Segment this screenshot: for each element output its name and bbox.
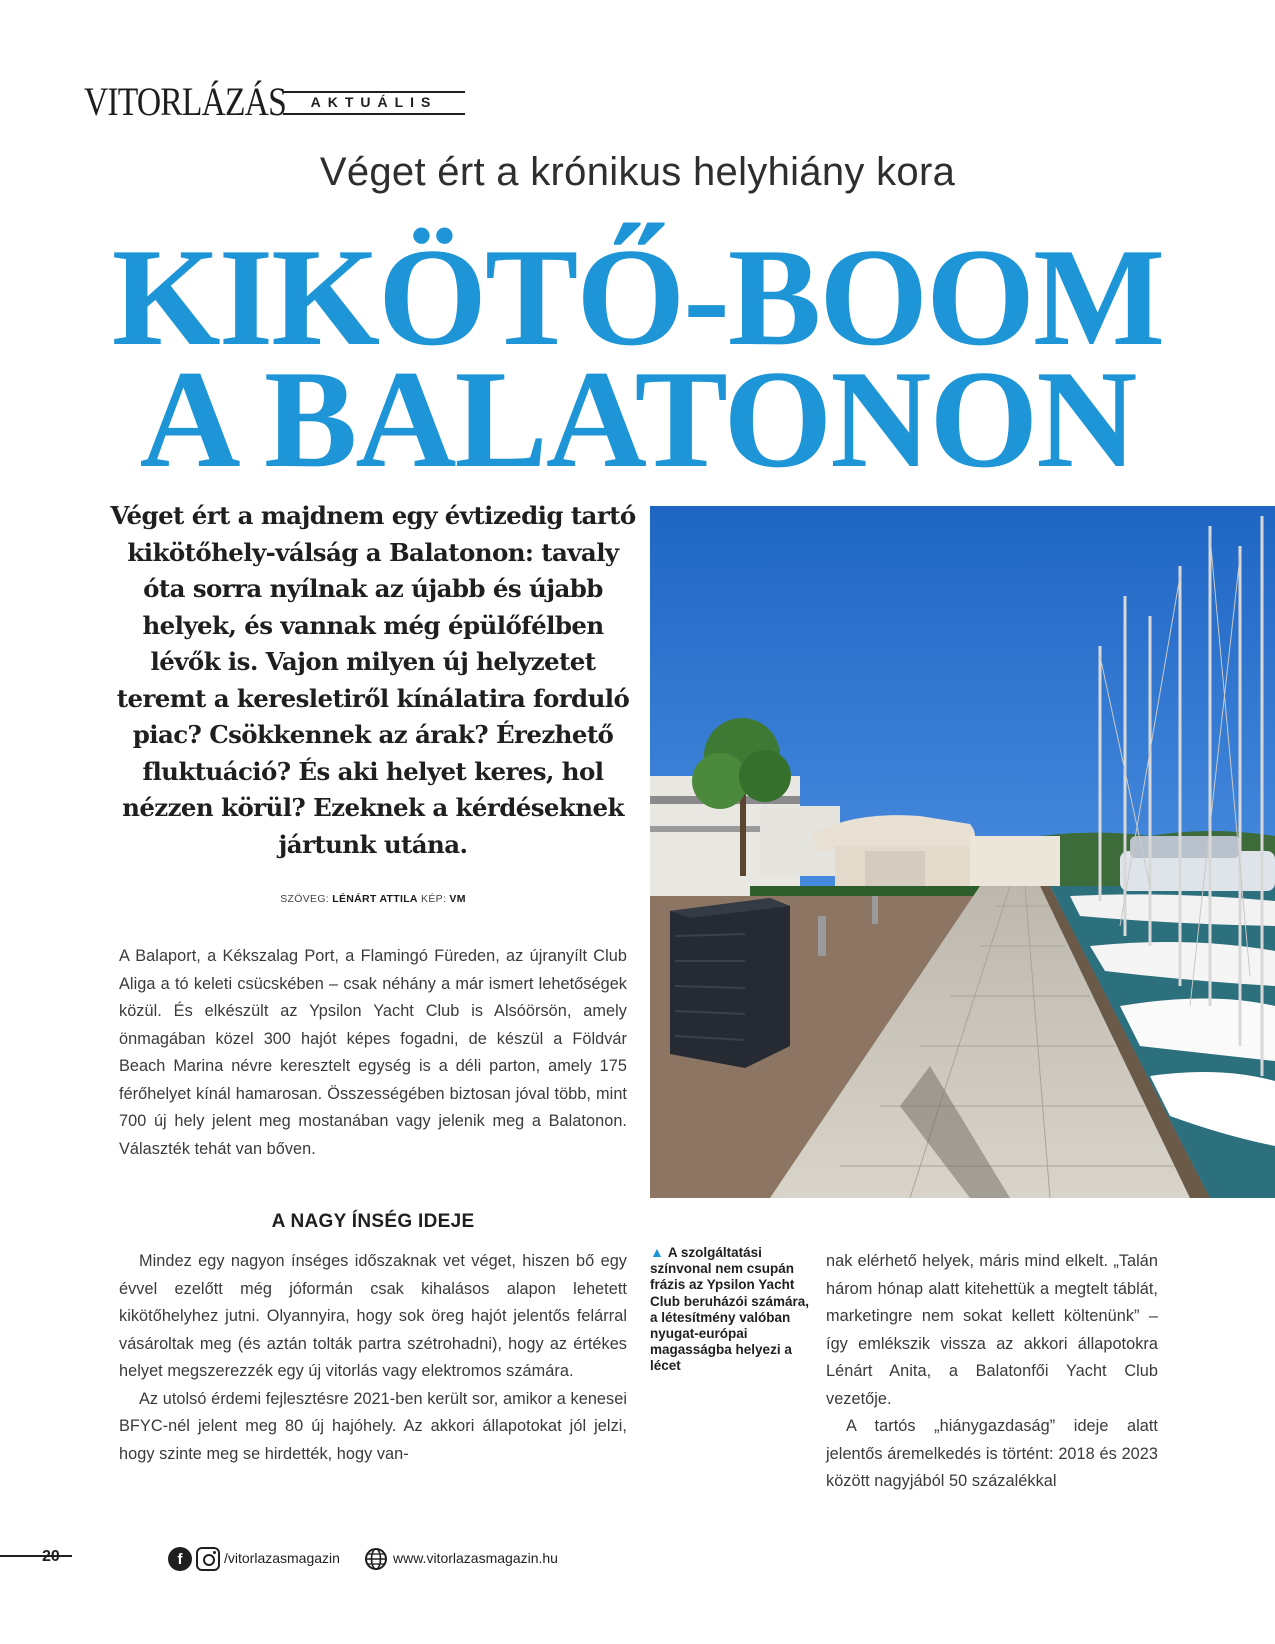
globe-icon	[364, 1547, 388, 1576]
body-paragraph: A tartós „hiánygazdaság” ideje alatt jelentős áremelkedés is történt: 2018 és 2023 között nagyjából 50 százalékkal	[826, 1417, 1158, 1490]
masthead-logo: VITORLÁZÁS	[84, 79, 286, 124]
section-subhead: A NAGY ÍNSÉG IDEJE	[271, 1211, 475, 1232]
body-column-left	[119, 1248, 627, 1468]
lead-paragraph: Véget ért a majdnem egy évtizedig tartó kikötőhely-válság a Balatonon: tavaly óta sorra nyílnak az újabb és újabb helyek, és vannak még épülőfélben lévők is. Vajon milyen új helyzetet teremt a keresletiről kínálatira forduló piac? Csökkennek az árak? Érezhető fluktuáció? És aki helyet keres, hol nézzen körül? Ezeknek a kérdéseknek jártunk utána.	[110, 501, 636, 859]
byline	[108, 893, 638, 905]
byline-photographer: VM	[449, 893, 466, 905]
section-label: AKTUÁLIS	[310, 94, 438, 110]
instagram-dot	[213, 1551, 216, 1554]
byline-author: LÉNÁRT ATTILA	[332, 893, 418, 905]
instagram-lens	[203, 1554, 215, 1566]
body-paragraph: Az utolsó érdemi fejlesztésre 2021-ben került sor, amikor a kenesei BFYC-nél jelent meg 80 új hajóhely. Az akkori állapotokat jól jelzi, hogy szinte meg se hirdették, hogy van-	[119, 1389, 627, 1463]
page-number: 20	[42, 1548, 60, 1565]
footer-rule	[0, 1555, 72, 1557]
triangle-up-icon: ▲	[650, 1244, 664, 1260]
intro-paragraph	[119, 943, 627, 1163]
marina-photo	[650, 506, 1275, 1198]
caption-text: A szolgáltatási színvonal nem csupán frázis az Ypsilon Yacht Club beruházói számára, a létesítmény valóban nyugat-európai magasságba helyezi a lécet	[650, 1245, 810, 1374]
headline-line-1: KIKÖTŐ-BOOM	[111, 220, 1164, 375]
website-link[interactable]: www.vitorlazasmagazin.hu	[393, 1550, 558, 1566]
kicker: Véget ért a krónikus helyhiány kora	[319, 150, 956, 194]
body-paragraph: nak elérhető helyek, máris mind elkelt. „Talán három hónap alatt kitehettük a megtelt táblát, marketingre nem sokat kellett költenünk” – így emlékszik vissza az akkori állapotokra Lénárt Anita, a Balatonfői Yacht Club vezetője.	[826, 1252, 1158, 1408]
photo-caption	[650, 1244, 810, 1375]
body-paragraph: Mindez egy nagyon ínséges időszaknak vet véget, hiszen bő egy évvel ezelőtt még jóformán csak kihalásos alapon lehetett kikötőhelyhez jutni. Olyannyira, hogy sok öreg hajót jelentős felárral vásároltak meg (és aztán tolták partra szétrohadni), hogy az értékes helyet megszerezzék egy új vitorlás vagy elektromos számára.	[119, 1252, 627, 1380]
section-rule-top	[283, 91, 465, 93]
headline-line-2: A BALATONON	[139, 342, 1136, 497]
instagram-icon[interactable]	[196, 1547, 220, 1571]
section-rule-bottom	[283, 113, 465, 115]
byline-photo-label: KÉP:	[421, 893, 447, 905]
social-handle[interactable]: /vitorlazasmagazin	[224, 1550, 340, 1566]
byline-text-label: SZÖVEG:	[280, 893, 330, 905]
body-column-right	[826, 1248, 1158, 1496]
intro-text: A Balaport, a Kékszalag Port, a Flamingó Füreden, az újranyílt Club Aliga a tó keleti csücskében – csak néhány a már ismert lehetőségek közül. És elkészült az Ypsilon Yacht Club is Alsóörsön, amely önmagában közel 300 hajót képes fogadni, de készül a Földvár Beach Marina névre keresztelt egység is a déli parton, amely 175 férőhelyet kínál hamarosan. Összességében biztosan jóval több, mint 700 új hely jelent meg mostanában vagy jelenik meg a Balatonon. Választék tehát van bőven.	[119, 947, 627, 1158]
facebook-icon[interactable]: f	[168, 1547, 192, 1571]
